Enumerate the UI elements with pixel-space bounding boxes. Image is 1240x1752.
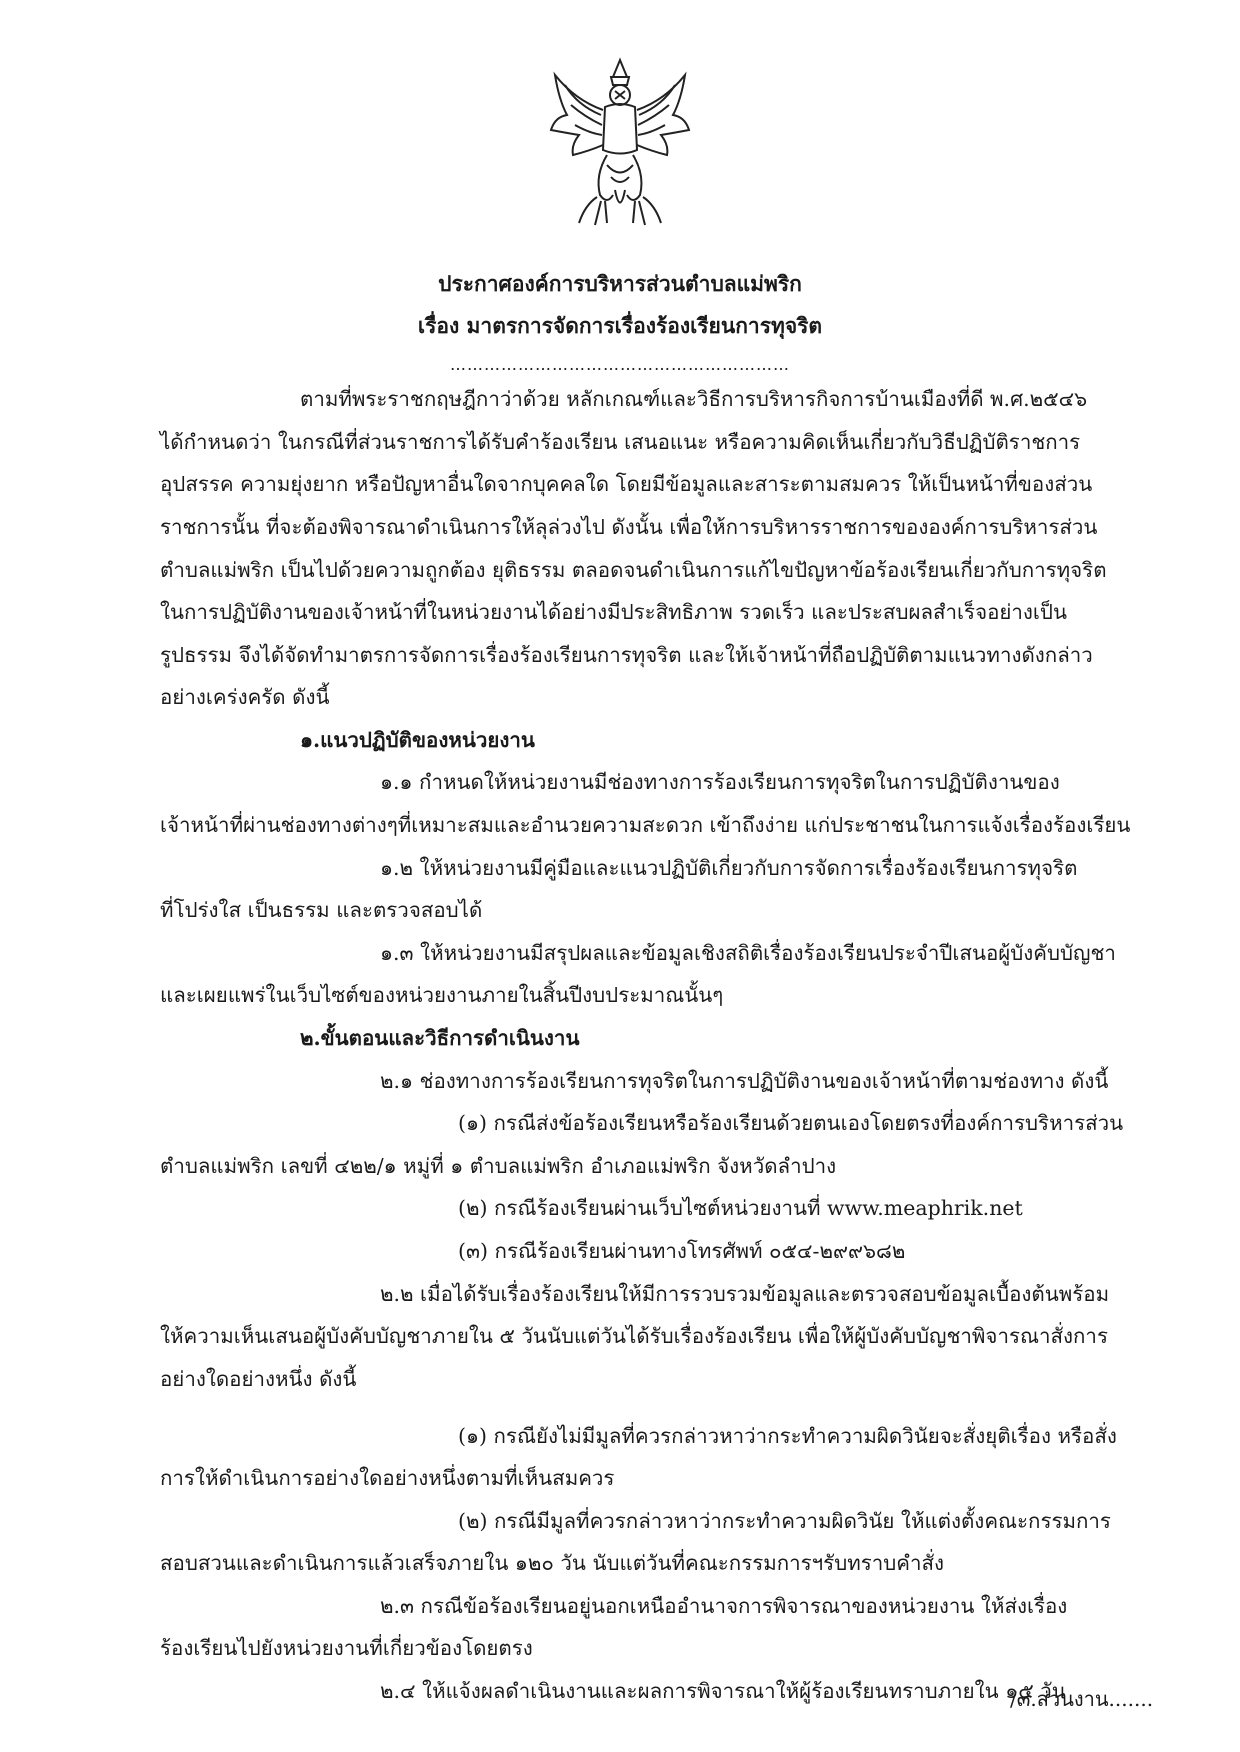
section2-line: ตำบลแม่พริก เลขที่ ๔๒๒/๑ หมู่ที่ ๑ ตำบลแม่พริก อำเภอแม่พริก จังหวัดลำปาง [160, 1154, 837, 1178]
section1-line: ๑.๒ ให้หน่วยงานมีคู่มือและแนวปฏิบัติเกี่ยวกับการจัดการเรื่องร้องเรียนการทุจริต [380, 856, 1078, 880]
section1-line: ๑.๓ ให้หน่วยงานมีสรุปผลและข้อมูลเชิงสถิติเรื่องร้องเรียนประจำปีเสนอผู้บังคับบัญชา [380, 941, 1116, 965]
garuda-emblem-icon [545, 55, 695, 230]
section2-line: สอบสวนและดำเนินการแล้วเสร็จภายใน ๑๒๐ วัน นับแต่วันที่คณะกรรมการฯรับทราบคำสั่ง [160, 1551, 944, 1575]
section1-heading: ๑.แนวปฏิบัติของหน่วยงาน [300, 728, 535, 752]
section2-heading: ๒.ขั้นตอนและวิธีการดำเนินงาน [300, 1026, 580, 1050]
announcement-subject: เรื่อง มาตรการจัดการเรื่องร้องเรียนการทุจริต [417, 313, 823, 338]
intro-line: ราชการนั้น ที่จะต้องพิจารณาดำเนินการให้ลุล่วงไป ดังนั้น เพื่อให้การบริหารราชการขององค์การบริหารส่วน [160, 515, 1098, 539]
intro-line: รูปธรรม จึงได้จัดทำมาตรการจัดการเรื่องร้องเรียนการทุจริต และให้เจ้าหน้าที่ถือปฏิบัติตามแนวทางดังกล่าว [160, 643, 1093, 667]
section2-line: ๒.๒ เมื่อได้รับเรื่องร้องเรียนให้มีการรวบรวมข้อมูลและตรวจสอบข้อมูลเบื้องต้นพร้อม [380, 1282, 1110, 1306]
section1-line: และเผยแพร่ในเว็บไซต์ของหน่วยงานภายในสิ้นปีงบประมาณนั้นๆ [160, 983, 724, 1007]
section2-line: อย่างใดอย่างหนึ่ง ดังนี้ [160, 1367, 357, 1391]
title-separator: …………………………………………………… [450, 355, 790, 374]
section1-line: ที่โปร่งใส เป็นธรรม และตรวจสอบได้ [160, 898, 483, 922]
intro-line: ได้กำหนดว่า ในกรณีที่ส่วนราชการได้รับคำร้องเรียน เสนอแนะ หรือความคิดเห็นเกี่ยวกับวิธีปฏิบัติราชการ [160, 430, 1081, 454]
section2-line: ๒.๓ กรณีข้อร้องเรียนอยู่นอกเหนืออำนาจการพิจารณาของหน่วยงาน ให้ส่งเรื่อง [380, 1594, 1068, 1618]
section1-line: เจ้าหน้าที่ผ่านช่องทางต่างๆที่เหมาะสมและอำนวยความสะดวก เข้าถึงง่าย แก่ประชาชนในการแจ้งเรื่องร้องเรียน [160, 813, 1131, 837]
section2-line: ให้ความเห็นเสนอผู้บังคับบัญชาภายใน ๕ วันนับแต่วันได้รับเรื่องร้องเรียน เพื่อให้ผู้บังคับบัญชาพิจารณาสั่งการ [160, 1324, 1108, 1348]
section1-line: ๑.๑ กำหนดให้หน่วยงานมีช่องทางการร้องเรียนการทุจริตในการปฏิบัติงานของ [380, 770, 1060, 794]
section2-line: การให้ดำเนินการอย่างใดอย่างหนึ่งตามที่เห็นสมควร [160, 1466, 615, 1490]
section2-line: (๒) กรณีมีมูลที่ควรกล่าวหาว่ากระทำความผิดวินัย ให้แต่งตั้งคณะกรรมการ [458, 1509, 1111, 1533]
section2-line: ๒.๑ ช่องทางการร้องเรียนการทุจริตในการปฏิบัติงานของเจ้าหน้าที่ตามช่องทาง ดังนี้ [380, 1069, 1109, 1093]
intro-line: ในการปฏิบัติงานของเจ้าหน้าที่ในหน่วยงานได้อย่างมีประสิทธิภาพ รวดเร็ว และประสบผลสำเร็จอย่างเป็น [160, 600, 1067, 624]
intro-line: ตำบลแม่พริก เป็นไปด้วยความถูกต้อง ยุติธรรม ตลอดจนดำเนินการแก้ไขปัญหาข้อร้องเรียนเกี่ยวกับการทุจริต [160, 558, 1107, 582]
section2-line: (๑) กรณีส่งข้อร้องเรียนหรือร้องเรียนด้วยตนเองโดยตรงที่องค์การบริหารส่วน [458, 1111, 1124, 1135]
section2-line: (๒) กรณีร้องเรียนผ่านเว็บไซต์หน่วยงานที่ www.meaphrik.net [458, 1196, 1023, 1220]
page-continuation: /๓.ส่วนงาน....... [1010, 1687, 1154, 1711]
section2-line: ๒.๔ ให้แจ้งผลดำเนินงานและผลการพิจารณาให้ผู้ร้องเรียนทราบภายใน ๑๕ วัน [380, 1679, 1066, 1703]
section2-line: ร้องเรียนไปยังหน่วยงานที่เกี่ยวข้องโดยตรง [160, 1636, 533, 1660]
intro-line: อย่างเคร่งครัด ดังนี้ [160, 685, 330, 709]
announcement-title: ประกาศองค์การบริหารส่วนตำบลแม่พริก [438, 271, 802, 296]
section2-line: (๑) กรณียังไม่มีมูลที่ควรกล่าวหาว่ากระทำความผิดวินัยจะสั่งยุติเรื่อง หรือสั่ง [458, 1424, 1117, 1448]
section2-line: (๓) กรณีร้องเรียนผ่านทางโทรศัพท์ ๐๕๔-๒๙๙๖๘๒ [458, 1239, 906, 1263]
intro-line: ตามที่พระราชกฤษฎีกาว่าด้วย หลักเกณฑ์และวิธีการบริหารกิจการบ้านเมืองที่ดี พ.ศ.๒๕๔๖ [300, 387, 1088, 411]
intro-line: อุปสรรค ความยุ่งยาก หรือปัญหาอื่นใดจากบุคคลใด โดยมีข้อมูลและสาระตามสมควร ให้เป็นหน้าที่ของส่วน [160, 472, 1093, 496]
